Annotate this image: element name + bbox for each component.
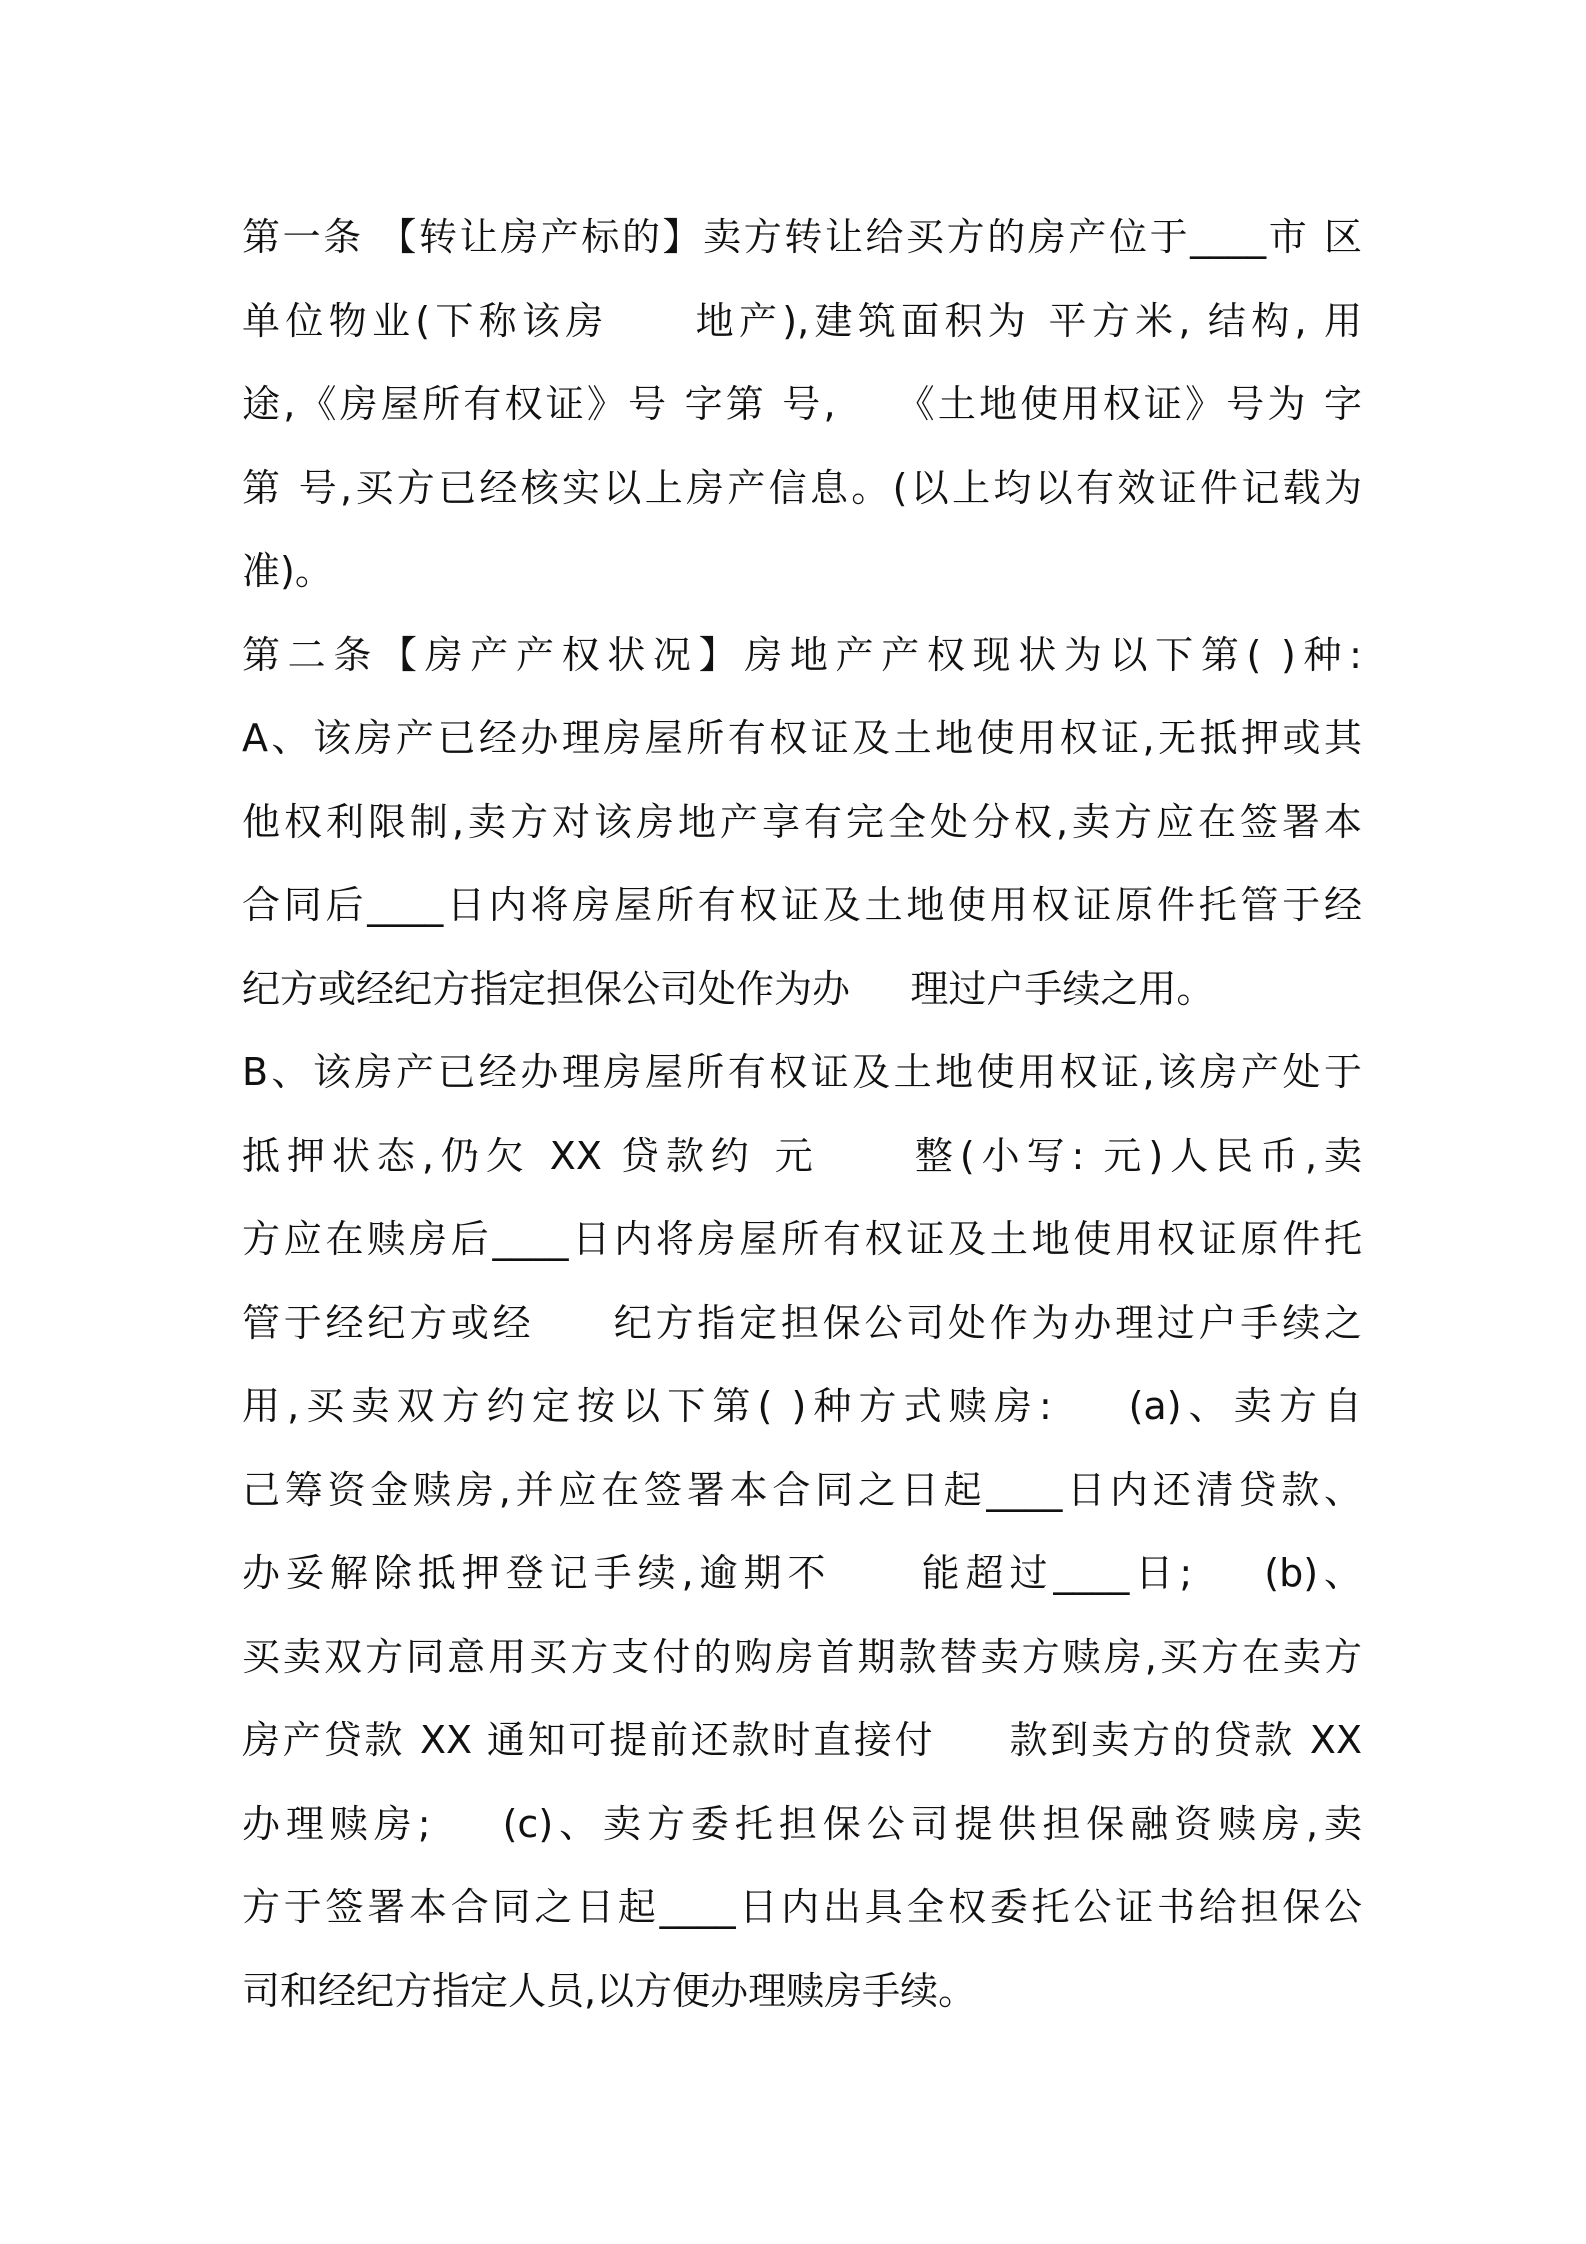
text-line: 方于签署本合同之日起____日内出具全权委托公证书给担保公 (242, 1885, 1362, 1929)
text-line: 管于经纪方或经 纪方指定担保公司处作为办理过户手续之 (242, 1300, 1362, 1345)
text-line: 第二条【房产产权状况】房地产产权现状为以下第( )种: (242, 632, 1362, 677)
text-line: 抵押状态,仍欠 XX 贷款约 元 整(小写: 元)人民币,卖 (242, 1133, 1362, 1178)
text-line: 方应在赎房后____日内将房屋所有权证及土地使用权证原件托 (242, 1217, 1362, 1261)
text-line: 第 号,买方已经核实以上房产信息。(以上均以有效证件记载为 (242, 465, 1362, 510)
text-line: 司和经纪方指定人员,以方便办理赎房手续。 (242, 1968, 977, 2013)
text-line: 买卖双方同意用买方支付的购房首期款替卖方赎房,买方在卖方 (242, 1634, 1362, 1679)
text-line: 准)。 (242, 549, 333, 593)
text-line: 单位物业(下称该房 地产),建筑面积为 平方米, 结构, 用 (242, 298, 1362, 343)
text-line: A、该房产已经办理房屋所有权证及土地使用权证,无抵押或其 (242, 716, 1362, 760)
text-line: 合同后____日内将房屋所有权证及土地使用权证原件托管于经 (242, 883, 1362, 927)
text-line: 第一条 【转让房产标的】卖方转让给买方的房产位于____市 区 (242, 215, 1362, 259)
text-line: 房产贷款 XX 通知可提前还款时直接付 款到卖方的贷款 XX (242, 1718, 1362, 1762)
contract-text (242, 196, 1362, 2033)
text-line: 纪方或经纪方指定担保公司处作为办 理过户手续之用。 (242, 966, 1215, 1011)
text-line: 己筹资金赎房,并应在签署本合同之日起____日内还清贷款、 (242, 1467, 1362, 1512)
text-line: 办理赎房; (c)、卖方委托担保公司提供担保融资赎房,卖 (242, 1801, 1362, 1846)
text-line: 他权利限制,卖方对该房地产享有完全处分权,卖方应在签署本 (242, 799, 1362, 844)
text-line: 办妥解除抵押登记手续,逾期不 能超过____日; (b)、 (242, 1551, 1362, 1595)
text-line: B、该房产已经办理房屋所有权证及土地使用权证,该房产处于 (242, 1050, 1362, 1094)
text-line: 途,《房屋所有权证》号 字第 号, 《土地使用权证》号为 字 (242, 382, 1362, 426)
text-line: 用,买卖双方约定按以下第( )种方式赎房: (a)、卖方自 (242, 1384, 1362, 1428)
